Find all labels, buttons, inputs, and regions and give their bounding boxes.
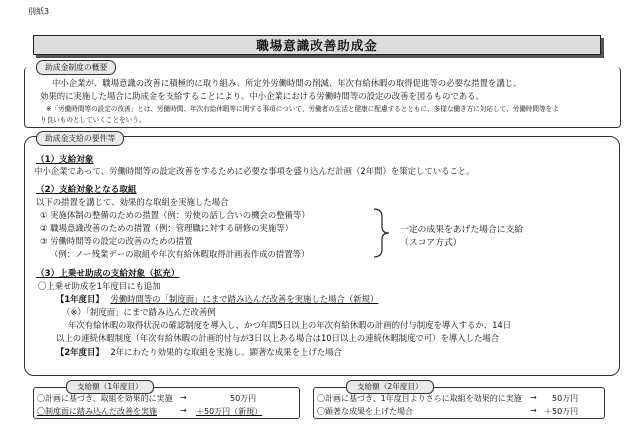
brace-note: 一定の成果をあげた場合に支給	[400, 225, 524, 235]
section-3-note-title: （※）「制度面」にまで踏み込んだ改善例	[62, 307, 216, 317]
payment-year1-row-label: 〇計画に基づき、取組を効果的に実施	[37, 394, 173, 403]
requirements-tab: 助成金支給の要件等	[36, 131, 124, 146]
payment-year1-row-label: 〇制度面に踏み込んだ改善を実施	[37, 407, 157, 416]
overview-text-line: 中小企業が、職場意識の改善に積極的に取り組み、所定外労働時間の削減、年次有給休暇の取得促進等の必要な措置を講じ、	[52, 78, 522, 88]
payment-year2-row-label: 〇計画に基づき、1年度目よりさらに取組を効果的に実施	[317, 394, 522, 403]
arrow-right-icon: →	[180, 406, 187, 415]
section-3-note-line: 年次有給休暇の取得状況の確認制度を導入し、かつ年間5日以上の年次有給休暇の計画的付与制度を導入するか、14日	[68, 320, 512, 330]
section-1-text: 中小企業であって、労働時間等の設定改善をするために必要な事項を盛り込んだ計画（2年間）を策定していること。	[34, 166, 475, 176]
section-3-heading: （3）上乗せ助成の支給対象（拡充）	[36, 269, 180, 279]
brace-note-sub: （スコア方式）	[400, 238, 462, 248]
page-title-text: 職場意識改善助成金	[256, 38, 378, 53]
curly-brace-icon	[370, 207, 392, 259]
payment-year2-row-label: 〇顕著な成果を上げた場合	[317, 407, 413, 416]
arrow-right-icon: →	[530, 393, 537, 402]
section-3-year2: 【2年度目】 2年にわたり効果的な取組を実施し、顕著な成果を上げた場合	[56, 347, 342, 357]
arrow-right-icon: →	[530, 406, 537, 415]
section-3-note-line: 以上の連続休暇制度（年次有給休暇の計画的付与が3日以上ある場合は10日以上の連続休暇制度で可）を導入した場合	[56, 333, 500, 343]
payment-year1-row-amount: ＋50万円（新規）	[196, 407, 263, 416]
section-2-item: ③ 労働時間等の設定の改善のための措置	[40, 236, 193, 246]
overview-note: ※「労働時間等の設定の改善」とは、労働時間、年次有給休暇等に関する事項について、労働者の生活と健康に配慮するとともに、多様な働き方に対応して、労働時間等をよ	[46, 105, 559, 113]
section-1-heading: （1）支給対象	[36, 155, 94, 165]
payment-year2-tab: 支給額（2年度目）	[346, 380, 434, 394]
section-3-bullet: 〇上乗せ助成を1年度目にも追加	[38, 281, 161, 291]
section-2-item: ② 職場意識改善のための措置（例：管理職に対する研修の実施等）	[40, 223, 294, 233]
section-2-intro: 以下の措置を講じて、効果的な取組を実施した場合	[36, 197, 229, 207]
payment-year2-row-amount: ＋50万円	[544, 407, 579, 416]
document-label: 別紙3	[28, 7, 50, 16]
overview-note: り良いものとしていくことをいう。	[40, 116, 146, 124]
payment-year1-row-amount: 50万円	[230, 394, 257, 403]
section-2-item: （例：ノー残業デーの取組や年次有給休暇取得計画表作成の措置等）	[50, 249, 310, 259]
payment-year1-tab: 支給額（1年度目）	[66, 380, 154, 394]
section-3-year1: 【1年度目】 労働時間等の「制度面」にまで踏み込んだ改善を実施した場合（新規）	[56, 294, 379, 304]
section-2-item: ① 実施体制の整備のための措置（例：労使の話し合いの機会の整備等）	[40, 210, 310, 220]
payment-year2-row-amount: 50万円	[552, 394, 579, 403]
overview-tab: 助成金制度の概要	[36, 60, 116, 75]
overview-text-line: 効果的に実施した場合に助成金を支給することにより、中小企業における労働時間等の設定の改善を図るものである。	[40, 91, 484, 101]
section-2-heading: （2）支給対象となる取組	[36, 185, 137, 195]
arrow-right-icon: →	[180, 393, 187, 402]
page-title	[33, 35, 601, 55]
